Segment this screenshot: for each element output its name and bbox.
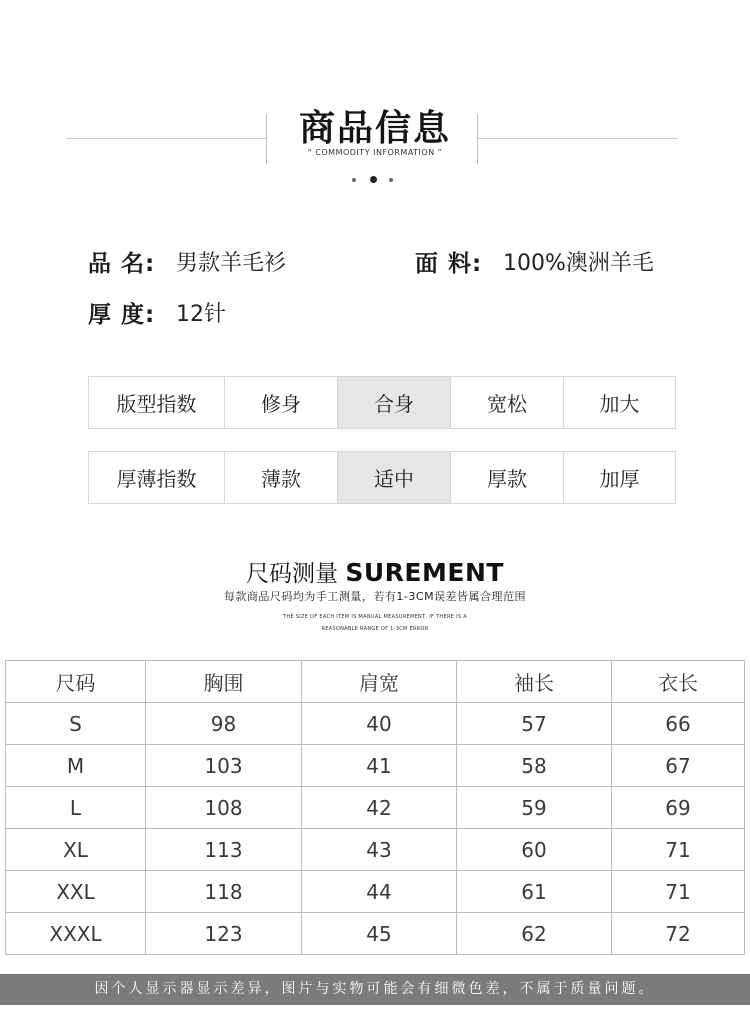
cell-sleeve: 58 bbox=[457, 745, 612, 787]
dot-center bbox=[370, 176, 377, 183]
dots-decoration bbox=[352, 176, 398, 184]
cell-size: M bbox=[6, 745, 146, 787]
measurement-title-cn: 尺码测量 bbox=[246, 561, 339, 587]
cell-shoulder: 41 bbox=[302, 745, 457, 787]
measurement-note-en-1: THE SIZE OF EACH ITEM IS MANUAL MEASUREMENT, IF THERE IS A bbox=[283, 614, 467, 620]
fit-option-plus: 加大 bbox=[599, 392, 640, 416]
cell-length: 71 bbox=[612, 829, 745, 871]
measurement-title bbox=[0, 555, 750, 588]
cell-size: XXXL bbox=[6, 913, 146, 955]
page-subtitle: “ COMMODITY INFORMATION ” bbox=[307, 148, 443, 157]
header-size: 尺码 bbox=[6, 661, 146, 703]
cell-length: 66 bbox=[612, 703, 745, 745]
cell-shoulder: 45 bbox=[302, 913, 457, 955]
dot-left bbox=[352, 178, 356, 182]
cell-chest: 108 bbox=[146, 787, 302, 829]
page-title: 商品信息 bbox=[298, 108, 451, 149]
table-row bbox=[6, 829, 745, 871]
fit-index-table bbox=[88, 376, 676, 429]
cell-sleeve: 60 bbox=[457, 829, 612, 871]
header-shoulder: 肩宽 bbox=[302, 661, 457, 703]
measurement-note: 每款商品尺码均为手工测量，若有1-3CM误差皆属合理范围 bbox=[223, 590, 527, 603]
header-sleeve: 袖长 bbox=[457, 661, 612, 703]
thickness-key: 厚 度: bbox=[88, 302, 156, 328]
cell-chest: 103 bbox=[146, 745, 302, 787]
fit-index-label: 版型指数 bbox=[89, 377, 225, 428]
cell-sleeve: 61 bbox=[457, 871, 612, 913]
fit-option-slim: 修身 bbox=[225, 377, 338, 428]
cell-shoulder: 44 bbox=[302, 871, 457, 913]
material-value: 100%澳洲羊毛 bbox=[503, 251, 654, 276]
cell-length: 67 bbox=[612, 745, 745, 787]
disclaimer-banner: 因个人显示器显示差异，图片与实物可能会有细微色差，不属于质量问题。 bbox=[0, 974, 750, 1005]
cell-sleeve: 57 bbox=[457, 703, 612, 745]
thickness-option-thick: 厚款 bbox=[451, 452, 564, 503]
cell-length: 71 bbox=[612, 871, 745, 913]
cell-length: 69 bbox=[612, 787, 745, 829]
thickness-value: 12针 bbox=[176, 302, 226, 327]
thickness-index-label: 厚薄指数 bbox=[89, 452, 225, 503]
size-table bbox=[5, 660, 745, 955]
dot-right bbox=[389, 178, 393, 182]
fit-option-regular: 合身 bbox=[338, 377, 451, 428]
fit-option-loose: 宽松 bbox=[451, 377, 564, 428]
measurement-title-en: SUREMENT bbox=[345, 558, 504, 587]
cell-shoulder: 42 bbox=[302, 787, 457, 829]
thickness-index-table bbox=[88, 451, 676, 504]
thickness-option-thin: 薄款 bbox=[225, 452, 338, 503]
size-table-header bbox=[6, 661, 745, 703]
cell-length: 72 bbox=[612, 913, 745, 955]
name-value: 男款羊毛衫 bbox=[176, 251, 287, 276]
name-key: 品 名: bbox=[88, 251, 156, 277]
cell-size: XXL bbox=[6, 871, 146, 913]
table-row bbox=[6, 745, 745, 787]
thickness-option-extra-thick: 加厚 bbox=[599, 467, 640, 491]
cell-chest: 113 bbox=[146, 829, 302, 871]
table-row bbox=[6, 787, 745, 829]
cell-chest: 98 bbox=[146, 703, 302, 745]
header-chest: 胸围 bbox=[146, 661, 302, 703]
header-length: 衣长 bbox=[612, 661, 745, 703]
cell-shoulder: 40 bbox=[302, 703, 457, 745]
table-row bbox=[6, 913, 745, 955]
cell-sleeve: 62 bbox=[457, 913, 612, 955]
cell-shoulder: 43 bbox=[302, 829, 457, 871]
cell-size: XL bbox=[6, 829, 146, 871]
table-row bbox=[6, 703, 745, 745]
cell-size: S bbox=[6, 703, 146, 745]
table-row bbox=[6, 871, 745, 913]
material-key: 面 料: bbox=[415, 251, 483, 277]
cell-chest: 118 bbox=[146, 871, 302, 913]
cell-sleeve: 59 bbox=[457, 787, 612, 829]
cell-size: L bbox=[6, 787, 146, 829]
measurement-note-en-2: REASONABLE RANGE OF 1-3CM ERROR bbox=[321, 626, 429, 632]
cell-chest: 123 bbox=[146, 913, 302, 955]
thickness-option-medium: 适中 bbox=[338, 452, 451, 503]
